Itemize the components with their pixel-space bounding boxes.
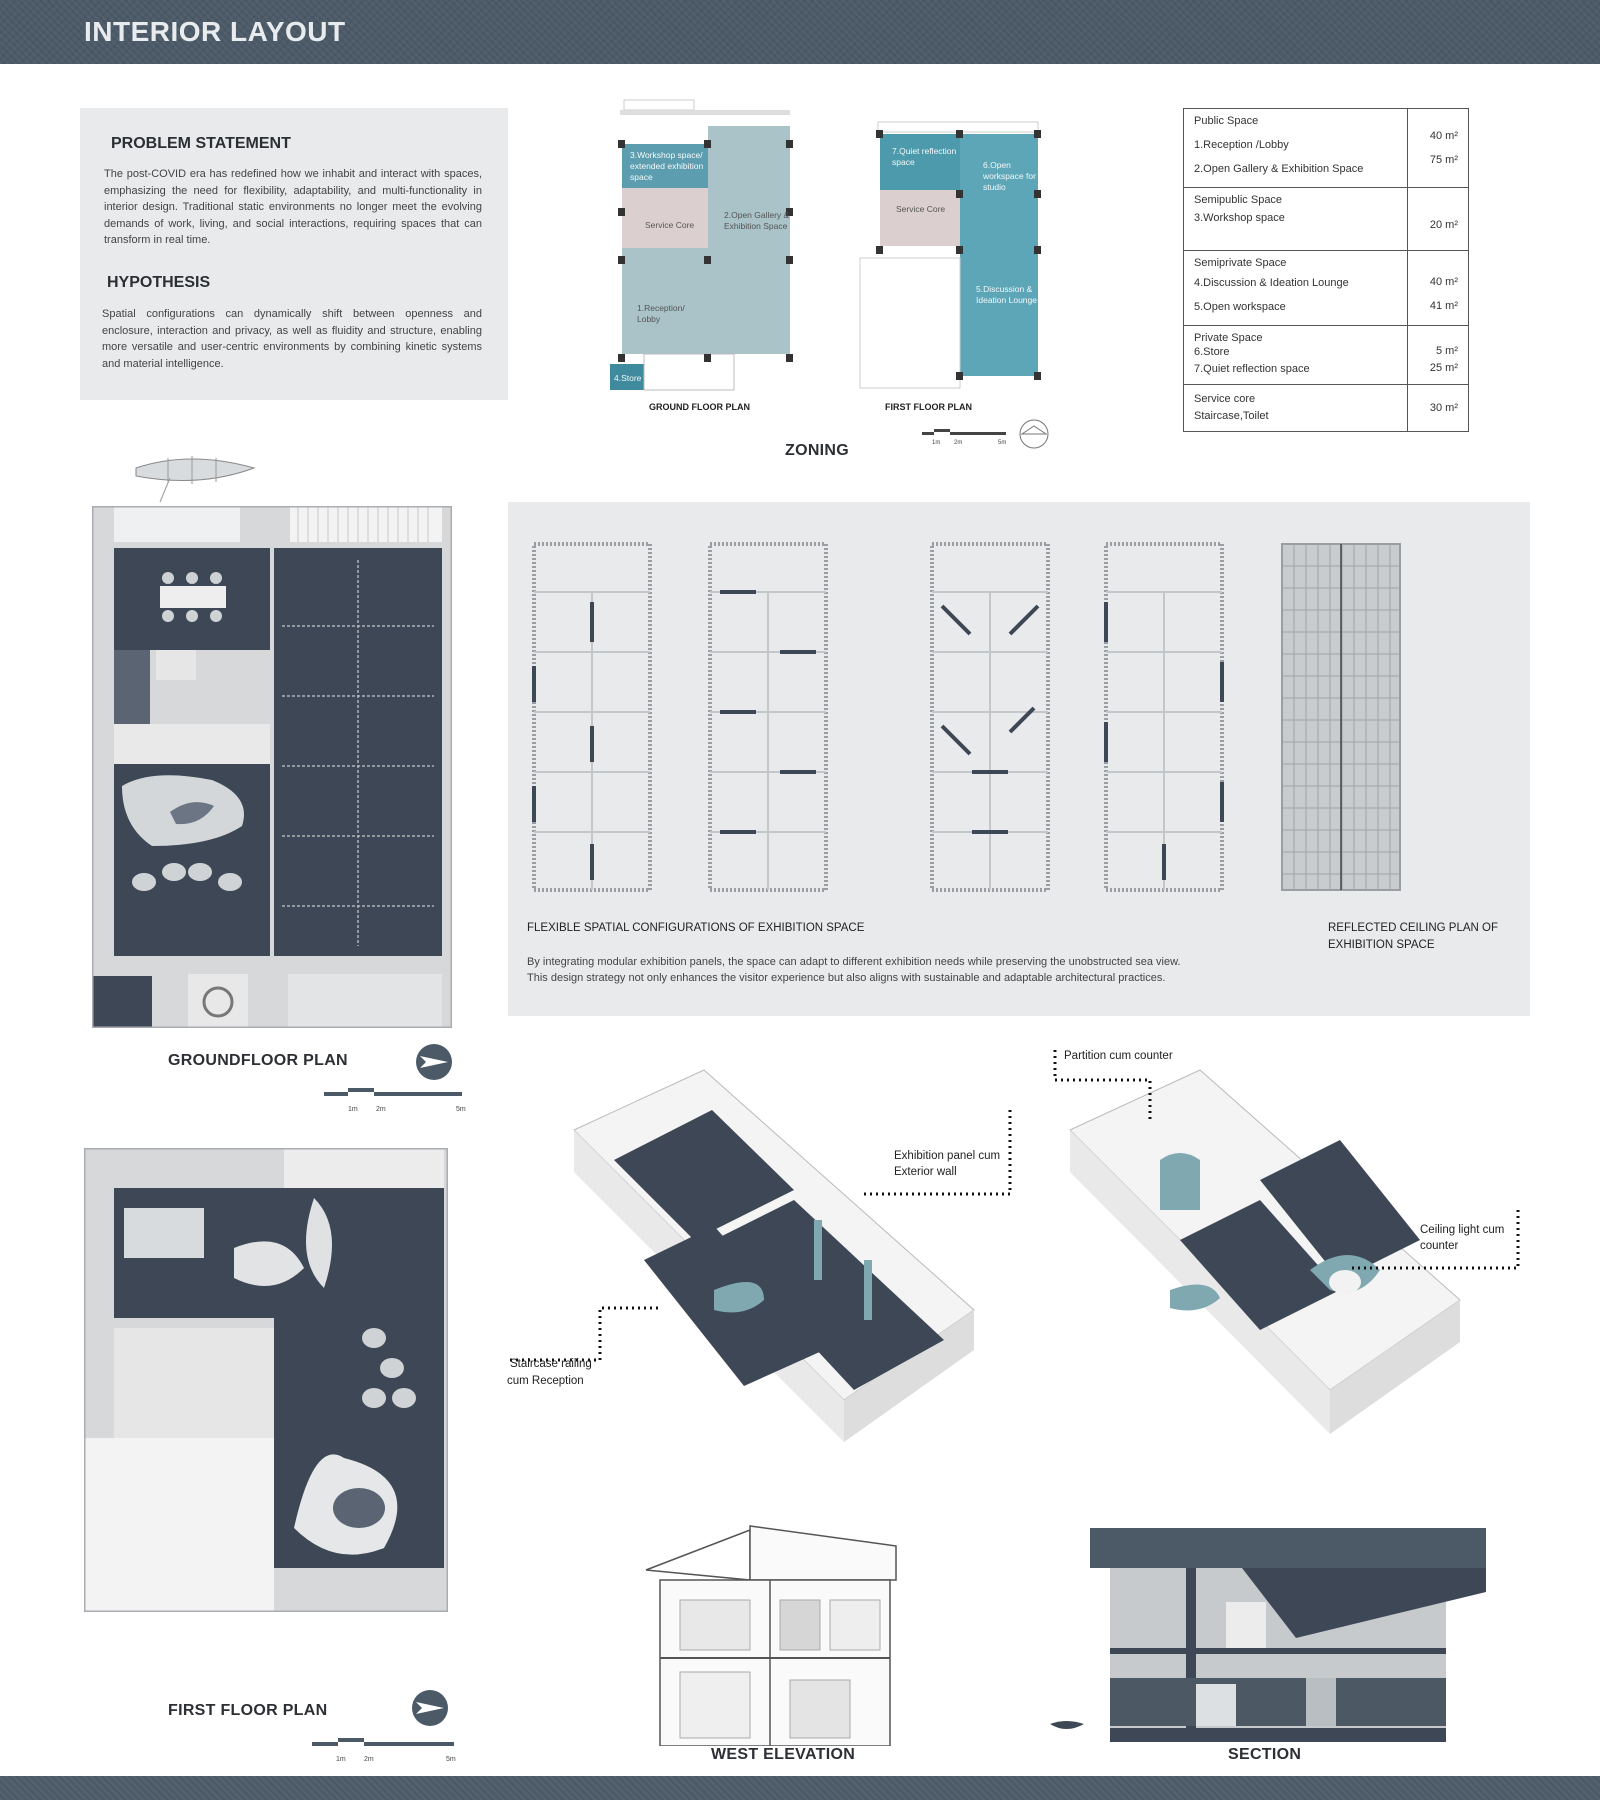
area-group-semipublic: Semipublic Space [1194, 194, 1283, 206]
area-group-cell [1184, 326, 1408, 385]
first-floor-plan-caption: FIRST FLOOR PLAN [168, 1702, 328, 1719]
ground-floor-zoning-caption: GROUND FLOOR PLAN [649, 402, 750, 412]
area-item-name: 5.Open workspace [1194, 301, 1286, 313]
first-plan-scale-bar [312, 1738, 456, 1752]
area-group-cell [1184, 188, 1408, 251]
zone-store-label: 4.Store [614, 373, 642, 383]
zoning-ground-plan [600, 96, 820, 396]
ground-floor-plan [92, 506, 452, 1028]
first-scale-5m: 5m [446, 1756, 456, 1763]
first-floor-zoning-caption: FIRST FLOOR PLAN [885, 402, 972, 412]
area-table [1183, 108, 1469, 432]
ground-plan-scale-bar [324, 1088, 464, 1102]
footer-banner [0, 1776, 1600, 1800]
area-item-name: 1.Reception /Lobby [1194, 139, 1289, 151]
first-plan-north-arrow-icon [410, 1688, 450, 1728]
configuration-diagrams [524, 526, 1514, 896]
flexible-configurations-body-2: This design strategy not only enhances the visitor experience but also aligns with sustainable and adaptable architectural practices. [527, 972, 1166, 984]
first-floor-plan [84, 1148, 448, 1612]
ground-scale-2m: 2m [376, 1106, 386, 1113]
first-scale-2m: 2m [364, 1756, 374, 1763]
area-item-value: 40 m² [1429, 276, 1458, 288]
ground-scale-5m: 5m [456, 1106, 466, 1113]
flexible-configurations-caption: FLEXIBLE SPATIAL CONFIGURATIONS OF EXHIBITION SPACE [527, 922, 865, 934]
section-caption: SECTION [1228, 1746, 1302, 1763]
area-row-semipublic [1184, 188, 1469, 251]
area-item-value: 41 m² [1429, 300, 1458, 312]
area-group-service: Service core [1194, 393, 1256, 405]
area-item-value: 30 m² [1429, 402, 1458, 414]
west-elevation-caption: WEST ELEVATION [711, 1746, 856, 1763]
area-item-name: 4.Discussion & Ideation Lounge [1194, 277, 1349, 289]
west-elevation-drawing [640, 1520, 910, 1746]
flexible-configurations-body-1: By integrating modular exhibition panels, the space can adapt to different exhibition needs while preserving the unobstructed sea view. [527, 956, 1181, 968]
area-item-value: 25 m² [1429, 362, 1458, 374]
area-item-value: 40 m² [1429, 130, 1458, 142]
annotation-partition: Partition cum counter [1064, 1050, 1173, 1062]
annotation-ceiling-line-1: Ceiling light cum [1420, 1224, 1505, 1236]
area-row-semiprivate [1184, 251, 1469, 326]
zone-reception-label: 1.Reception/ Lobby [637, 303, 685, 324]
zoning-scale-5m: 5m [998, 440, 1007, 446]
problem-heading: PROBLEM STATEMENT [111, 135, 291, 152]
zone-discussion-label: 5.Discussion & Ideation Lounge [976, 284, 1037, 305]
problem-hypothesis-panel [80, 108, 508, 400]
annotation-exhibition-line-1: Exhibition panel cum [894, 1150, 1001, 1162]
zone-quiet-label: 7.Quiet reflection space [892, 146, 957, 167]
zone-workshop-label: 3.Workshop space/ extended exhibition space [630, 150, 704, 182]
area-item-value: 5 m² [1436, 345, 1458, 357]
area-value-cell [1408, 109, 1469, 188]
area-value-cell [1408, 188, 1469, 251]
hypothesis-heading: HYPOTHESIS [107, 274, 211, 291]
rcp-caption-line-1: REFLECTED CEILING PLAN OF [1328, 922, 1498, 934]
area-item-name: 7.Quiet reflection space [1194, 363, 1310, 375]
flexible-configurations-panel [508, 502, 1530, 1016]
zone-service-core-first-label: Service Core [896, 204, 946, 214]
annotation-exhibition-line-2: Exterior wall [894, 1166, 957, 1178]
ground-floor-plan-caption: GROUNDFLOOR PLAN [168, 1052, 348, 1069]
area-row-public [1184, 109, 1469, 188]
area-item-name: 2.Open Gallery & Exhibition Space [1194, 163, 1364, 175]
problem-body: The post-COVID era has redefined how we inhabit and interact with spaces, emphasizing the need for flexibility, adaptability, and multi-functionality in interior design. Traditional static environments no longer meet the evolving demands of work, living, and social interactions, requiring spaces that can transform in real time. [104, 168, 482, 246]
zoning-scale-2m: 2m [954, 440, 963, 446]
rcp-caption-line-2: EXHIBITION SPACE [1328, 939, 1435, 951]
area-item-name: 6.Store [1194, 346, 1230, 358]
header-banner [0, 0, 1600, 64]
annotation-ceiling-line-2: counter [1420, 1240, 1459, 1252]
boat-icon [130, 448, 260, 504]
area-item-name: Staircase,Toilet [1194, 410, 1269, 422]
zoning-scale-1m: 1m [932, 440, 941, 446]
ground-plan-north-arrow-icon [414, 1042, 454, 1082]
zone-service-core-label: Service Core [645, 220, 695, 230]
area-group-cell [1184, 109, 1408, 188]
area-value-cell [1408, 251, 1469, 326]
area-group-private: Private Space [1194, 332, 1263, 344]
zone-workspace-label: 6.Open workspace for studio [983, 160, 1036, 192]
area-group-semiprivate: Semiprivate Space [1194, 257, 1287, 269]
zoning-title: ZONING [785, 442, 850, 459]
annotation-staircase-line-1: Staircase railing [510, 1358, 592, 1370]
area-row-service [1184, 385, 1469, 432]
area-group-cell [1184, 385, 1408, 432]
section-drawing [1046, 1528, 1488, 1742]
zoning-north-arrow-icon [1018, 418, 1050, 450]
first-scale-1m: 1m [336, 1756, 346, 1763]
annotation-staircase-line-2: cum Reception [507, 1375, 584, 1387]
area-value-cell [1408, 385, 1469, 432]
area-value-cell [1408, 326, 1469, 385]
annotation-leaders [490, 1040, 1530, 1400]
page-title: INTERIOR LAYOUT [84, 16, 346, 47]
area-item-name: 3.Workshop space [1194, 212, 1285, 224]
area-item-value: 20 m² [1429, 219, 1458, 231]
area-row-private [1184, 326, 1469, 385]
ground-scale-1m: 1m [348, 1106, 358, 1113]
hypothesis-body: Spatial configurations can dynamically shift between openness and enclosure, interaction and privacy, as well as fluidity and structure, enabling more versatile and user-centric environments by combining kinetic systems and material intelligence. [102, 308, 482, 370]
area-group-public: Public Space [1194, 115, 1259, 127]
area-group-cell [1184, 251, 1408, 326]
zone-gallery-label: 2.Open Gallery & Exhibition Space [724, 210, 790, 231]
area-item-value: 75 m² [1429, 154, 1458, 166]
